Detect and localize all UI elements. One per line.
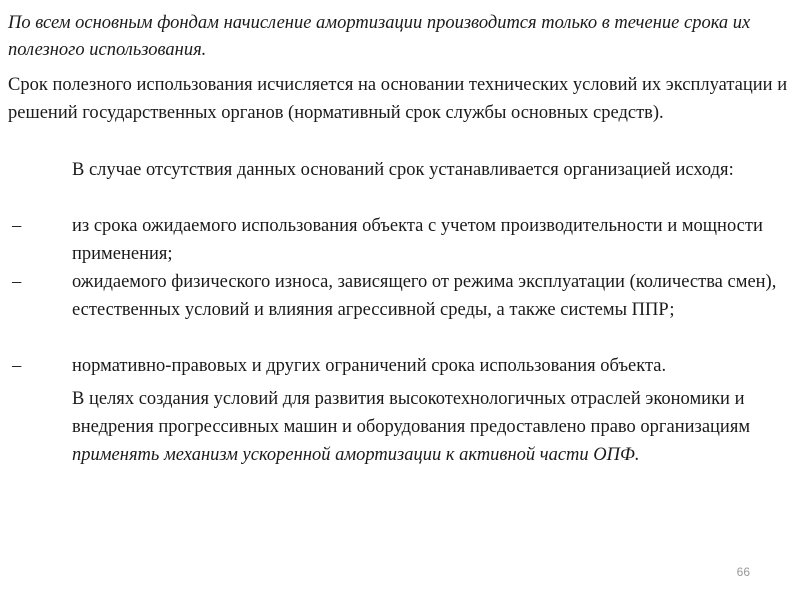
intro-paragraph: По всем основным фондам начисление амортизации производится только в течение срока их полезного использования. bbox=[8, 13, 751, 60]
list-bullet: – bbox=[12, 272, 22, 292]
accelerated-depreciation-paragraph bbox=[72, 385, 787, 469]
list-item: нормативно-правовых и других ограничений срока использования объекта. bbox=[72, 356, 667, 376]
useful-life-paragraph: Срок полезного использования исчисляется на основании технических условий их эксплуатации и решений государственных органов (нормативный срок службы основных средств). bbox=[8, 75, 788, 123]
final-emphasis: применять механизм ускоренной амортизации к активной части ОПФ. bbox=[72, 445, 640, 465]
list-item: ожидаемого физического износа, зависящего от режима эксплуатации (количества смен), естественных условий и влияния агрессивной среды, а также системы ППР; bbox=[72, 272, 777, 320]
list-bullet: – bbox=[12, 216, 22, 236]
page-number: 66 bbox=[736, 565, 750, 579]
final-text: В целях создания условий для развития высокотехнологичных отраслей экономики и внедрения прогрессивных машин и оборудования предоставлено право организациям bbox=[72, 389, 751, 437]
absence-case-paragraph: В случае отсутствия данных оснований срок устанавливается организацией исходя: bbox=[72, 160, 734, 180]
list-bullet: – bbox=[12, 356, 22, 376]
list-item: из срока ожидаемого использования объекта с учетом производительности и мощности применения; bbox=[72, 216, 763, 264]
